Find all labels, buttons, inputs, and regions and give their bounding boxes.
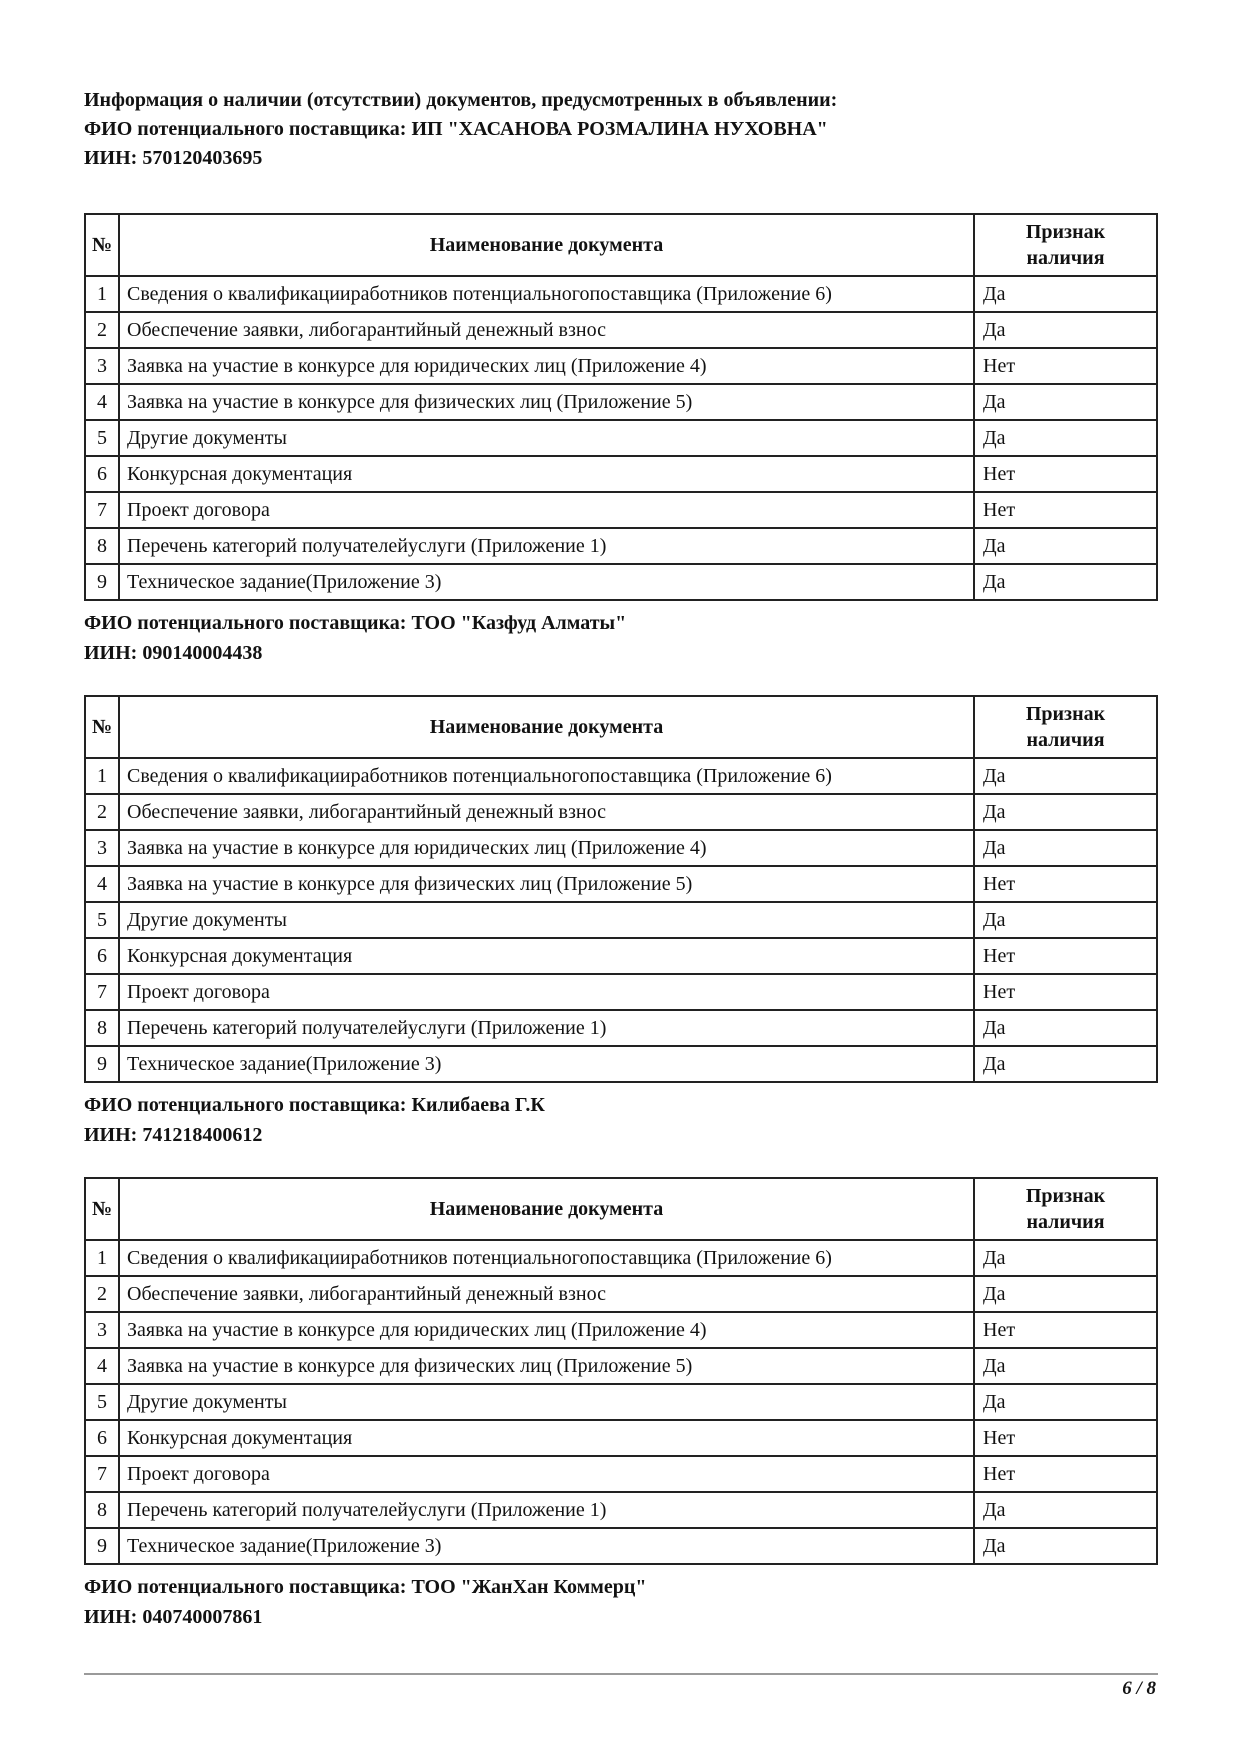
cell-presence-flag: Нет [974, 348, 1157, 384]
col-header-document-name: Наименование документа [119, 696, 974, 758]
cell-document-name: Сведения о квалификацииработников потенциальногопоставщика (Приложение 6) [119, 758, 974, 794]
cell-presence-flag: Нет [974, 974, 1157, 1010]
cell-document-name: Проект договора [119, 1456, 974, 1492]
cell-document-name: Перечень категорий получателейуслуги (Приложение 1) [119, 528, 974, 564]
cell-document-name: Сведения о квалификацииработников потенциальногопоставщика (Приложение 6) [119, 276, 974, 312]
cell-document-name: Конкурсная документация [119, 456, 974, 492]
table-row [85, 1240, 1157, 1276]
cell-row-number: 8 [85, 528, 119, 564]
cell-document-name: Конкурсная документация [119, 938, 974, 974]
col-header-number: № [85, 696, 119, 758]
table-row [85, 1046, 1157, 1082]
cell-row-number: 4 [85, 866, 119, 902]
table-row [85, 1312, 1157, 1348]
table-row [85, 1528, 1157, 1564]
table-row [85, 974, 1157, 1010]
supplier-fio-value: Килибаева Г.К [411, 1094, 545, 1116]
supplier-fio-label: ФИО потенциального поставщика: [84, 118, 407, 140]
cell-row-number: 9 [85, 1046, 119, 1082]
cell-presence-flag: Да [974, 564, 1157, 600]
cell-presence-flag: Да [974, 1010, 1157, 1046]
cell-document-name: Конкурсная документация [119, 1420, 974, 1456]
page-number: 6 / 8 [1122, 1678, 1156, 1699]
supplier-heading-3 [84, 1090, 1158, 1150]
table-header-row [85, 214, 1157, 276]
cell-document-name: Заявка на участие в конкурсе для юридических лиц (Приложение 4) [119, 348, 974, 384]
table-row [85, 1456, 1157, 1492]
supplier-fio-value: ТОО "ЖанХан Коммерц" [411, 1576, 647, 1598]
cell-presence-flag: Да [974, 420, 1157, 456]
cell-row-number: 2 [85, 1276, 119, 1312]
cell-row-number: 6 [85, 456, 119, 492]
table-row [85, 528, 1157, 564]
page-title: Информация о наличии (отсутствии) документов, предусмотренных в объявлении: [84, 89, 838, 111]
cell-row-number: 2 [85, 312, 119, 348]
cell-row-number: 8 [85, 1010, 119, 1046]
cell-presence-flag: Да [974, 794, 1157, 830]
cell-row-number: 2 [85, 794, 119, 830]
cell-document-name: Другие документы [119, 420, 974, 456]
table-row [85, 348, 1157, 384]
cell-document-name: Техническое задание(Приложение 3) [119, 1528, 974, 1564]
table-row [85, 312, 1157, 348]
col-header-presence-text: Признак наличия [1025, 1185, 1106, 1233]
table-row [85, 1492, 1157, 1528]
table-row [85, 384, 1157, 420]
cell-row-number: 3 [85, 830, 119, 866]
cell-presence-flag: Да [974, 312, 1157, 348]
cell-document-name: Заявка на участие в конкурсе для юридических лиц (Приложение 4) [119, 1312, 974, 1348]
cell-row-number: 6 [85, 938, 119, 974]
supplier-iin-label: ИИН: [84, 642, 138, 664]
table-row [85, 938, 1157, 974]
cell-presence-flag: Да [974, 528, 1157, 564]
col-header-document-name: Наименование документа [119, 214, 974, 276]
cell-presence-flag: Да [974, 384, 1157, 420]
cell-presence-flag: Да [974, 1348, 1157, 1384]
supplier-fio-label: ФИО потенциального поставщика: [84, 612, 407, 634]
col-header-presence-text: Признак наличия [1025, 703, 1106, 751]
cell-document-name: Проект договора [119, 974, 974, 1010]
cell-document-name: Обеспечение заявки, либогарантийный денежный взнос [119, 794, 974, 830]
table-row [85, 1276, 1157, 1312]
table-body [85, 1240, 1157, 1564]
cell-row-number: 4 [85, 1348, 119, 1384]
supplier-fio-value: ИП "ХАСАНОВА РОЗМАЛИНА НУХОВНА" [411, 118, 828, 140]
cell-presence-flag: Да [974, 276, 1157, 312]
cell-presence-flag: Нет [974, 456, 1157, 492]
cell-presence-flag: Да [974, 1276, 1157, 1312]
supplier-iin-label: ИИН: [84, 147, 138, 169]
cell-presence-flag: Да [974, 1384, 1157, 1420]
cell-row-number: 7 [85, 974, 119, 1010]
cell-row-number: 5 [85, 902, 119, 938]
supplier-fio-line [84, 1572, 1158, 1602]
cell-presence-flag: Нет [974, 1312, 1157, 1348]
page-footer [84, 1673, 1158, 1702]
supplier-fio-label: ФИО потенциального поставщика: [84, 1576, 407, 1598]
supplier-iin-line [84, 638, 1158, 668]
table-row [85, 456, 1157, 492]
supplier-iin-value: 570120403695 [142, 147, 263, 169]
page-header-block [84, 86, 1158, 173]
documents-table-supplier-3 [84, 1177, 1158, 1565]
supplier-fio-line [84, 115, 1158, 144]
cell-presence-flag: Да [974, 830, 1157, 866]
cell-document-name: Другие документы [119, 1384, 974, 1420]
cell-row-number: 3 [85, 1312, 119, 1348]
cell-document-name: Обеспечение заявки, либогарантийный денежный взнос [119, 1276, 974, 1312]
cell-presence-flag: Да [974, 1240, 1157, 1276]
cell-row-number: 3 [85, 348, 119, 384]
documents-table-supplier-2 [84, 695, 1158, 1083]
cell-document-name: Техническое задание(Приложение 3) [119, 1046, 974, 1082]
supplier-fio-value: ТОО "Казфуд Алматы" [411, 612, 627, 634]
cell-row-number: 7 [85, 1456, 119, 1492]
cell-document-name: Заявка на участие в конкурсе для юридических лиц (Приложение 4) [119, 830, 974, 866]
cell-document-name: Перечень категорий получателейуслуги (Приложение 1) [119, 1492, 974, 1528]
supplier-fio-label: ФИО потенциального поставщика: [84, 1094, 407, 1116]
supplier-heading-2 [84, 608, 1158, 668]
table-row [85, 1348, 1157, 1384]
cell-presence-flag: Да [974, 1492, 1157, 1528]
cell-presence-flag: Нет [974, 1456, 1157, 1492]
col-header-presence [974, 214, 1157, 276]
cell-presence-flag: Нет [974, 492, 1157, 528]
supplier-fio-line [84, 608, 1158, 638]
cell-presence-flag: Да [974, 758, 1157, 794]
cell-document-name: Проект договора [119, 492, 974, 528]
supplier-iin-value: 741218400612 [142, 1124, 263, 1146]
table-head [85, 214, 1157, 276]
cell-presence-flag: Да [974, 902, 1157, 938]
table-body [85, 276, 1157, 600]
table-row [85, 1420, 1157, 1456]
table-row [85, 794, 1157, 830]
supplier-heading-4 [84, 1572, 1158, 1632]
cell-document-name: Другие документы [119, 902, 974, 938]
cell-row-number: 4 [85, 384, 119, 420]
supplier-iin-value: 090140004438 [142, 642, 263, 664]
cell-presence-flag: Да [974, 1046, 1157, 1082]
supplier-iin-label: ИИН: [84, 1606, 138, 1628]
col-header-document-name: Наименование документа [119, 1178, 974, 1240]
supplier-iin-line [84, 1602, 1158, 1632]
cell-document-name: Обеспечение заявки, либогарантийный денежный взнос [119, 312, 974, 348]
table-row [85, 830, 1157, 866]
col-header-number: № [85, 1178, 119, 1240]
table-row [85, 758, 1157, 794]
cell-row-number: 6 [85, 1420, 119, 1456]
table-row [85, 492, 1157, 528]
table-header-row [85, 696, 1157, 758]
table-head [85, 696, 1157, 758]
col-header-presence [974, 1178, 1157, 1240]
cell-row-number: 5 [85, 1384, 119, 1420]
cell-row-number: 1 [85, 276, 119, 312]
table-row [85, 276, 1157, 312]
cell-row-number: 9 [85, 1528, 119, 1564]
cell-presence-flag: Да [974, 1528, 1157, 1564]
supplier-iin-line [84, 1120, 1158, 1150]
table-row [85, 902, 1157, 938]
col-header-number: № [85, 214, 119, 276]
cell-row-number: 1 [85, 758, 119, 794]
cell-row-number: 9 [85, 564, 119, 600]
table-head [85, 1178, 1157, 1240]
documents-table-supplier-1 [84, 213, 1158, 601]
table-row [85, 1010, 1157, 1046]
cell-presence-flag: Нет [974, 866, 1157, 902]
cell-row-number: 5 [85, 420, 119, 456]
cell-presence-flag: Нет [974, 938, 1157, 974]
table-row [85, 420, 1157, 456]
cell-row-number: 7 [85, 492, 119, 528]
cell-document-name: Сведения о квалификацииработников потенциальногопоставщика (Приложение 6) [119, 1240, 974, 1276]
col-header-presence-text: Признак наличия [1025, 221, 1106, 269]
supplier-iin-label: ИИН: [84, 1124, 138, 1146]
cell-document-name: Заявка на участие в конкурсе для физических лиц (Приложение 5) [119, 1348, 974, 1384]
table-row [85, 866, 1157, 902]
cell-row-number: 1 [85, 1240, 119, 1276]
cell-document-name: Заявка на участие в конкурсе для физических лиц (Приложение 5) [119, 866, 974, 902]
cell-presence-flag: Нет [974, 1420, 1157, 1456]
table-body [85, 758, 1157, 1082]
supplier-fio-line [84, 1090, 1158, 1120]
supplier-iin-value: 040740007861 [142, 1606, 263, 1628]
col-header-presence [974, 696, 1157, 758]
cell-document-name: Перечень категорий получателейуслуги (Приложение 1) [119, 1010, 974, 1046]
table-row [85, 1384, 1157, 1420]
cell-document-name: Техническое задание(Приложение 3) [119, 564, 974, 600]
supplier-iin-line [84, 144, 1158, 173]
cell-row-number: 8 [85, 1492, 119, 1528]
cell-document-name: Заявка на участие в конкурсе для физических лиц (Приложение 5) [119, 384, 974, 420]
table-header-row [85, 1178, 1157, 1240]
table-row [85, 564, 1157, 600]
